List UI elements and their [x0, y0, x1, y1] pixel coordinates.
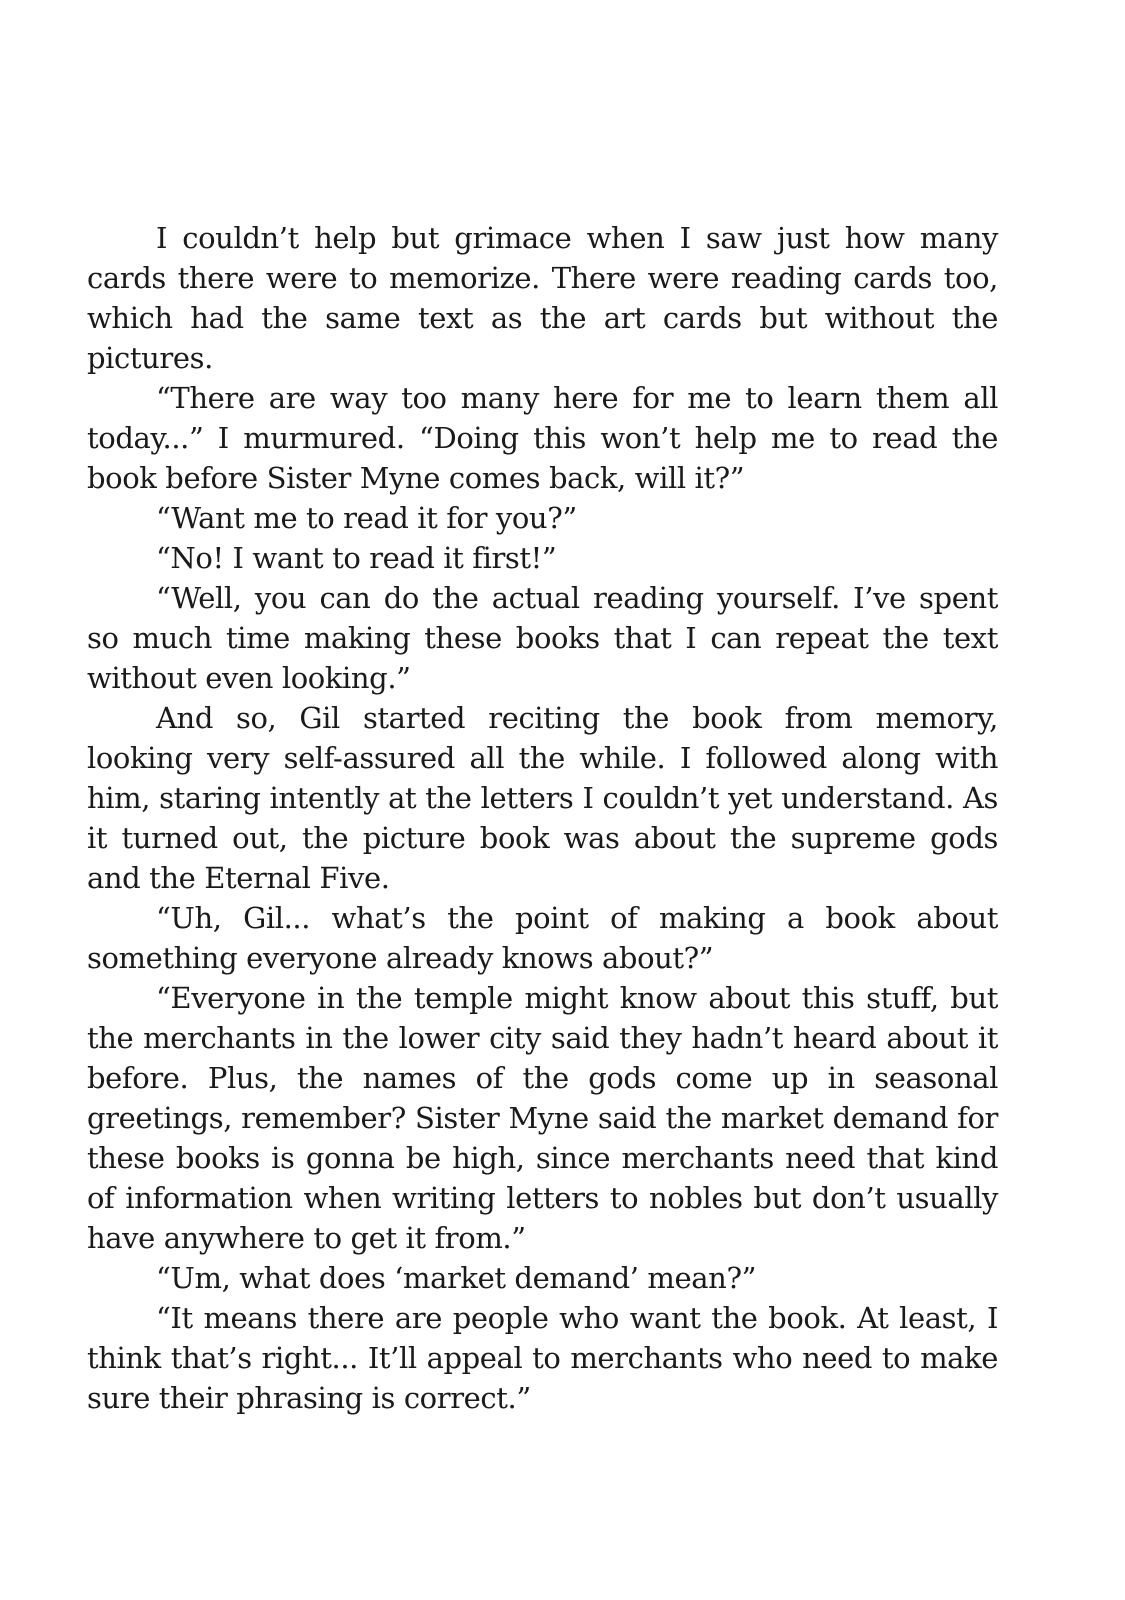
paragraph: “There are way too many here for me to learn them all today...” I murmured. “Doing this won’t help me to read the book before Sister Myne comes back, will it?”: [87, 381, 998, 495]
paragraph: “It means there are people who want the book. At least, I think that’s right... It’ll appeal to merchants who need to make sure their phrasing is correct.”: [87, 1301, 998, 1415]
paragraph: I couldn’t help but grimace when I saw just how many cards there were to memorize. There were reading cards too, which had the same text as the art cards but without the pictures.: [87, 221, 998, 375]
paragraph: “Um, what does ‘market demand’ mean?”: [156, 1261, 757, 1295]
paragraph: “Want me to read it for you?”: [156, 501, 577, 535]
paragraph: And so, Gil started reciting the book from memory, looking very self-assured all the while. I followed along with him, staring intently at the letters I couldn’t yet understand. As it turned out, the picture book was about the supreme gods and the Eternal Five.: [87, 701, 998, 895]
paragraph: “Everyone in the temple might know about this stuff, but the merchants in the lower city said they hadn’t heard about it before. Plus, the names of the gods come up in seasonal greetings, remember? Sister Myne said the market demand for these books is gonna be high, since merchants need that kind of information when writing letters to nobles but don’t usually have anywhere to get it from.”: [87, 981, 998, 1255]
paragraph: “No! I want to read it first!”: [156, 541, 557, 575]
body-text: [87, 218, 998, 1418]
paragraph: “Uh, Gil... what’s the point of making a book about something everyone already knows about?”: [87, 901, 998, 975]
paragraph: “Well, you can do the actual reading yourself. I’ve spent so much time making these books that I can repeat the text without even looking.”: [87, 581, 998, 695]
